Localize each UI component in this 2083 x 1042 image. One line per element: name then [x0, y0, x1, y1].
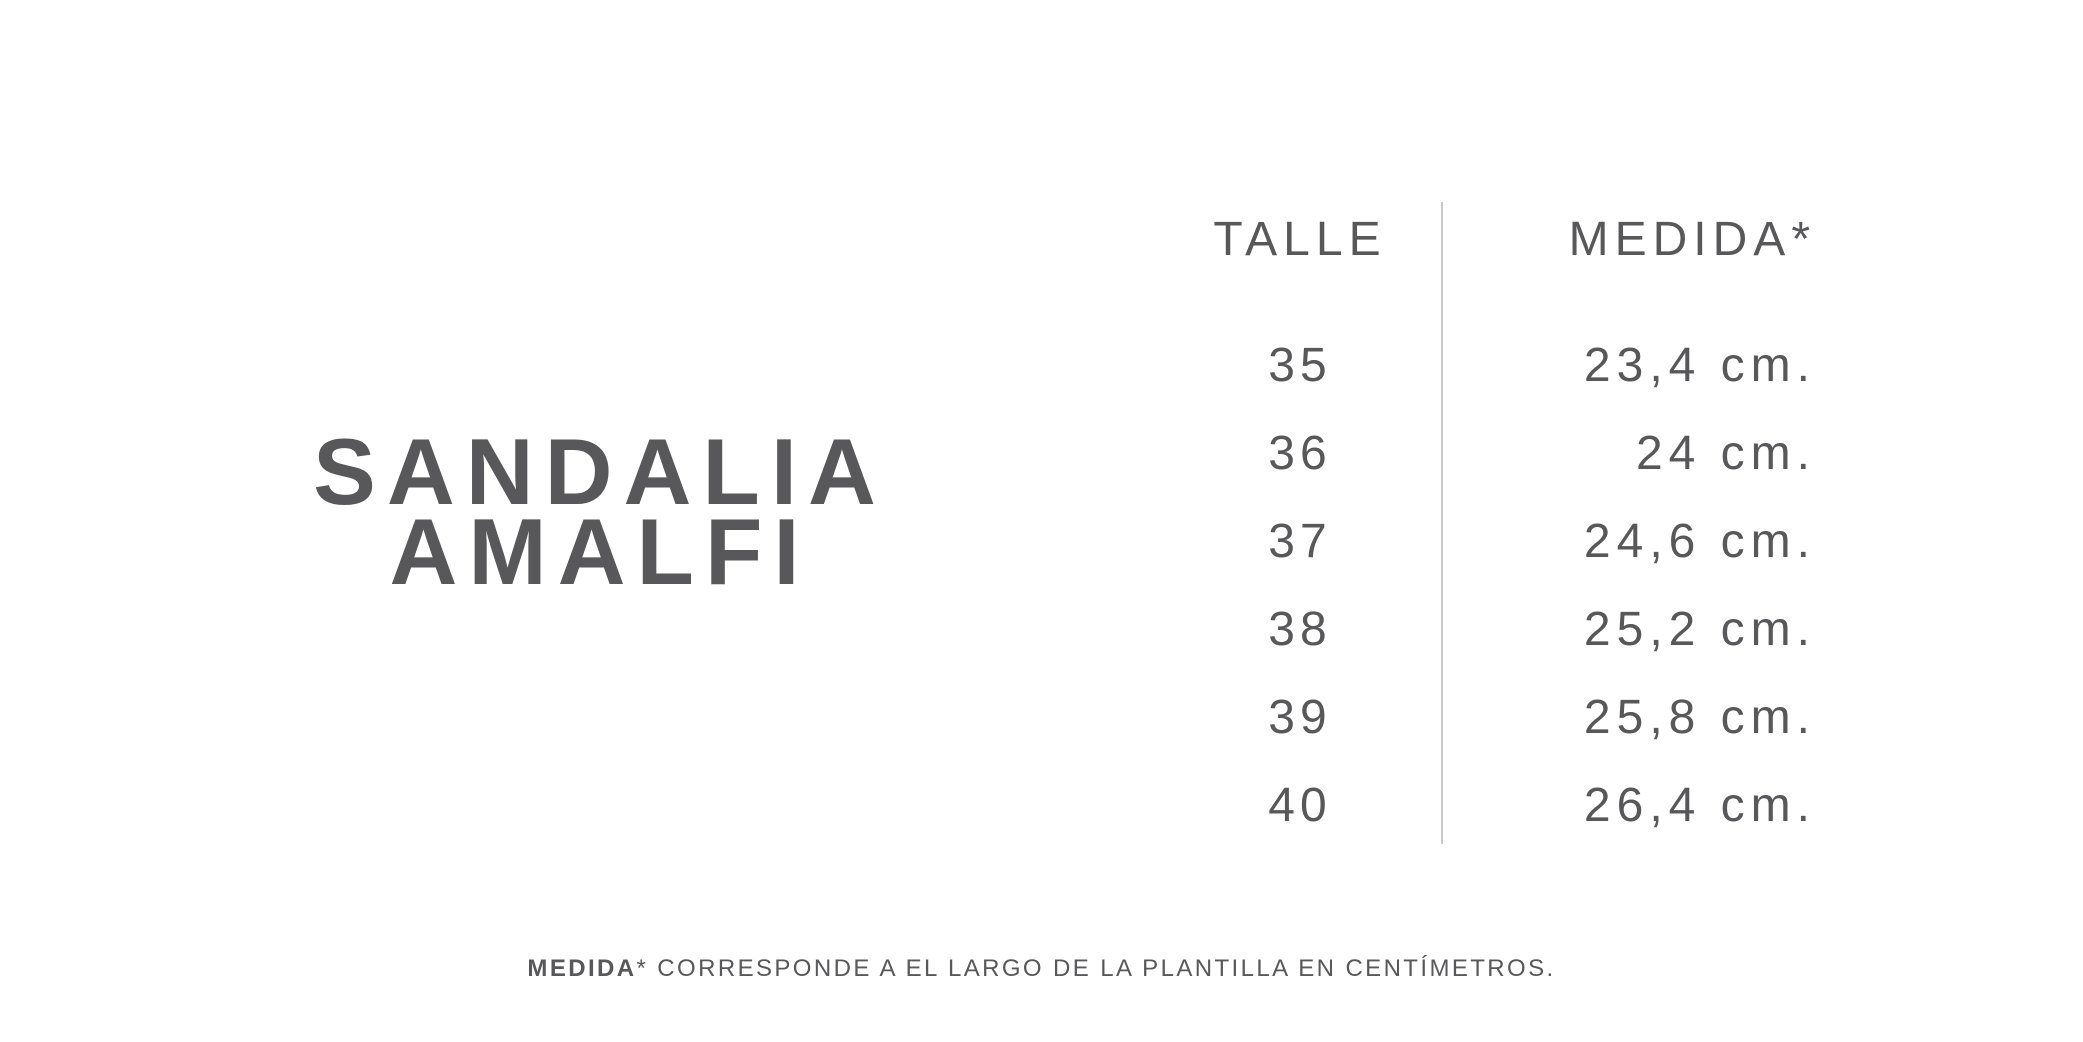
size-cell: 37: [1268, 515, 1332, 568]
size-chart-table: [1180, 202, 1820, 844]
column-header-talle: TALLE: [1213, 213, 1387, 266]
table-row: [1180, 586, 1820, 674]
measure-footnote: [0, 955, 2083, 983]
measure-cell: 24,6 cm.: [1583, 515, 1816, 568]
table-row: [1180, 498, 1820, 586]
size-cell: 38: [1268, 603, 1332, 656]
size-cell: 36: [1268, 427, 1332, 480]
size-cell: 39: [1268, 691, 1332, 744]
measure-cell: 25,2 cm.: [1583, 603, 1816, 656]
product-title-line-1: SANDALIA: [313, 419, 887, 524]
measure-cell: 24 cm.: [1635, 427, 1816, 480]
measure-cell: 23,4 cm.: [1583, 339, 1816, 392]
product-title-line-2: AMALFI: [389, 499, 811, 604]
footnote-bold-label: MEDIDA: [527, 955, 637, 982]
table-row: [1180, 322, 1820, 410]
size-rows: [1180, 322, 1820, 850]
measure-cell: 26,4 cm.: [1583, 779, 1816, 832]
size-cell: 40: [1268, 779, 1332, 832]
measure-cell: 25,8 cm.: [1583, 691, 1816, 744]
size-cell: 35: [1268, 339, 1332, 392]
column-header-medida: MEDIDA*: [1568, 213, 1816, 266]
table-row: [1180, 410, 1820, 498]
footnote-text: * CORRESPONDE A EL LARGO DE LA PLANTILLA EN CENTÍMETROS.: [636, 955, 1556, 982]
product-title: [220, 419, 980, 604]
table-row: [1180, 762, 1820, 850]
table-row: [1180, 674, 1820, 762]
